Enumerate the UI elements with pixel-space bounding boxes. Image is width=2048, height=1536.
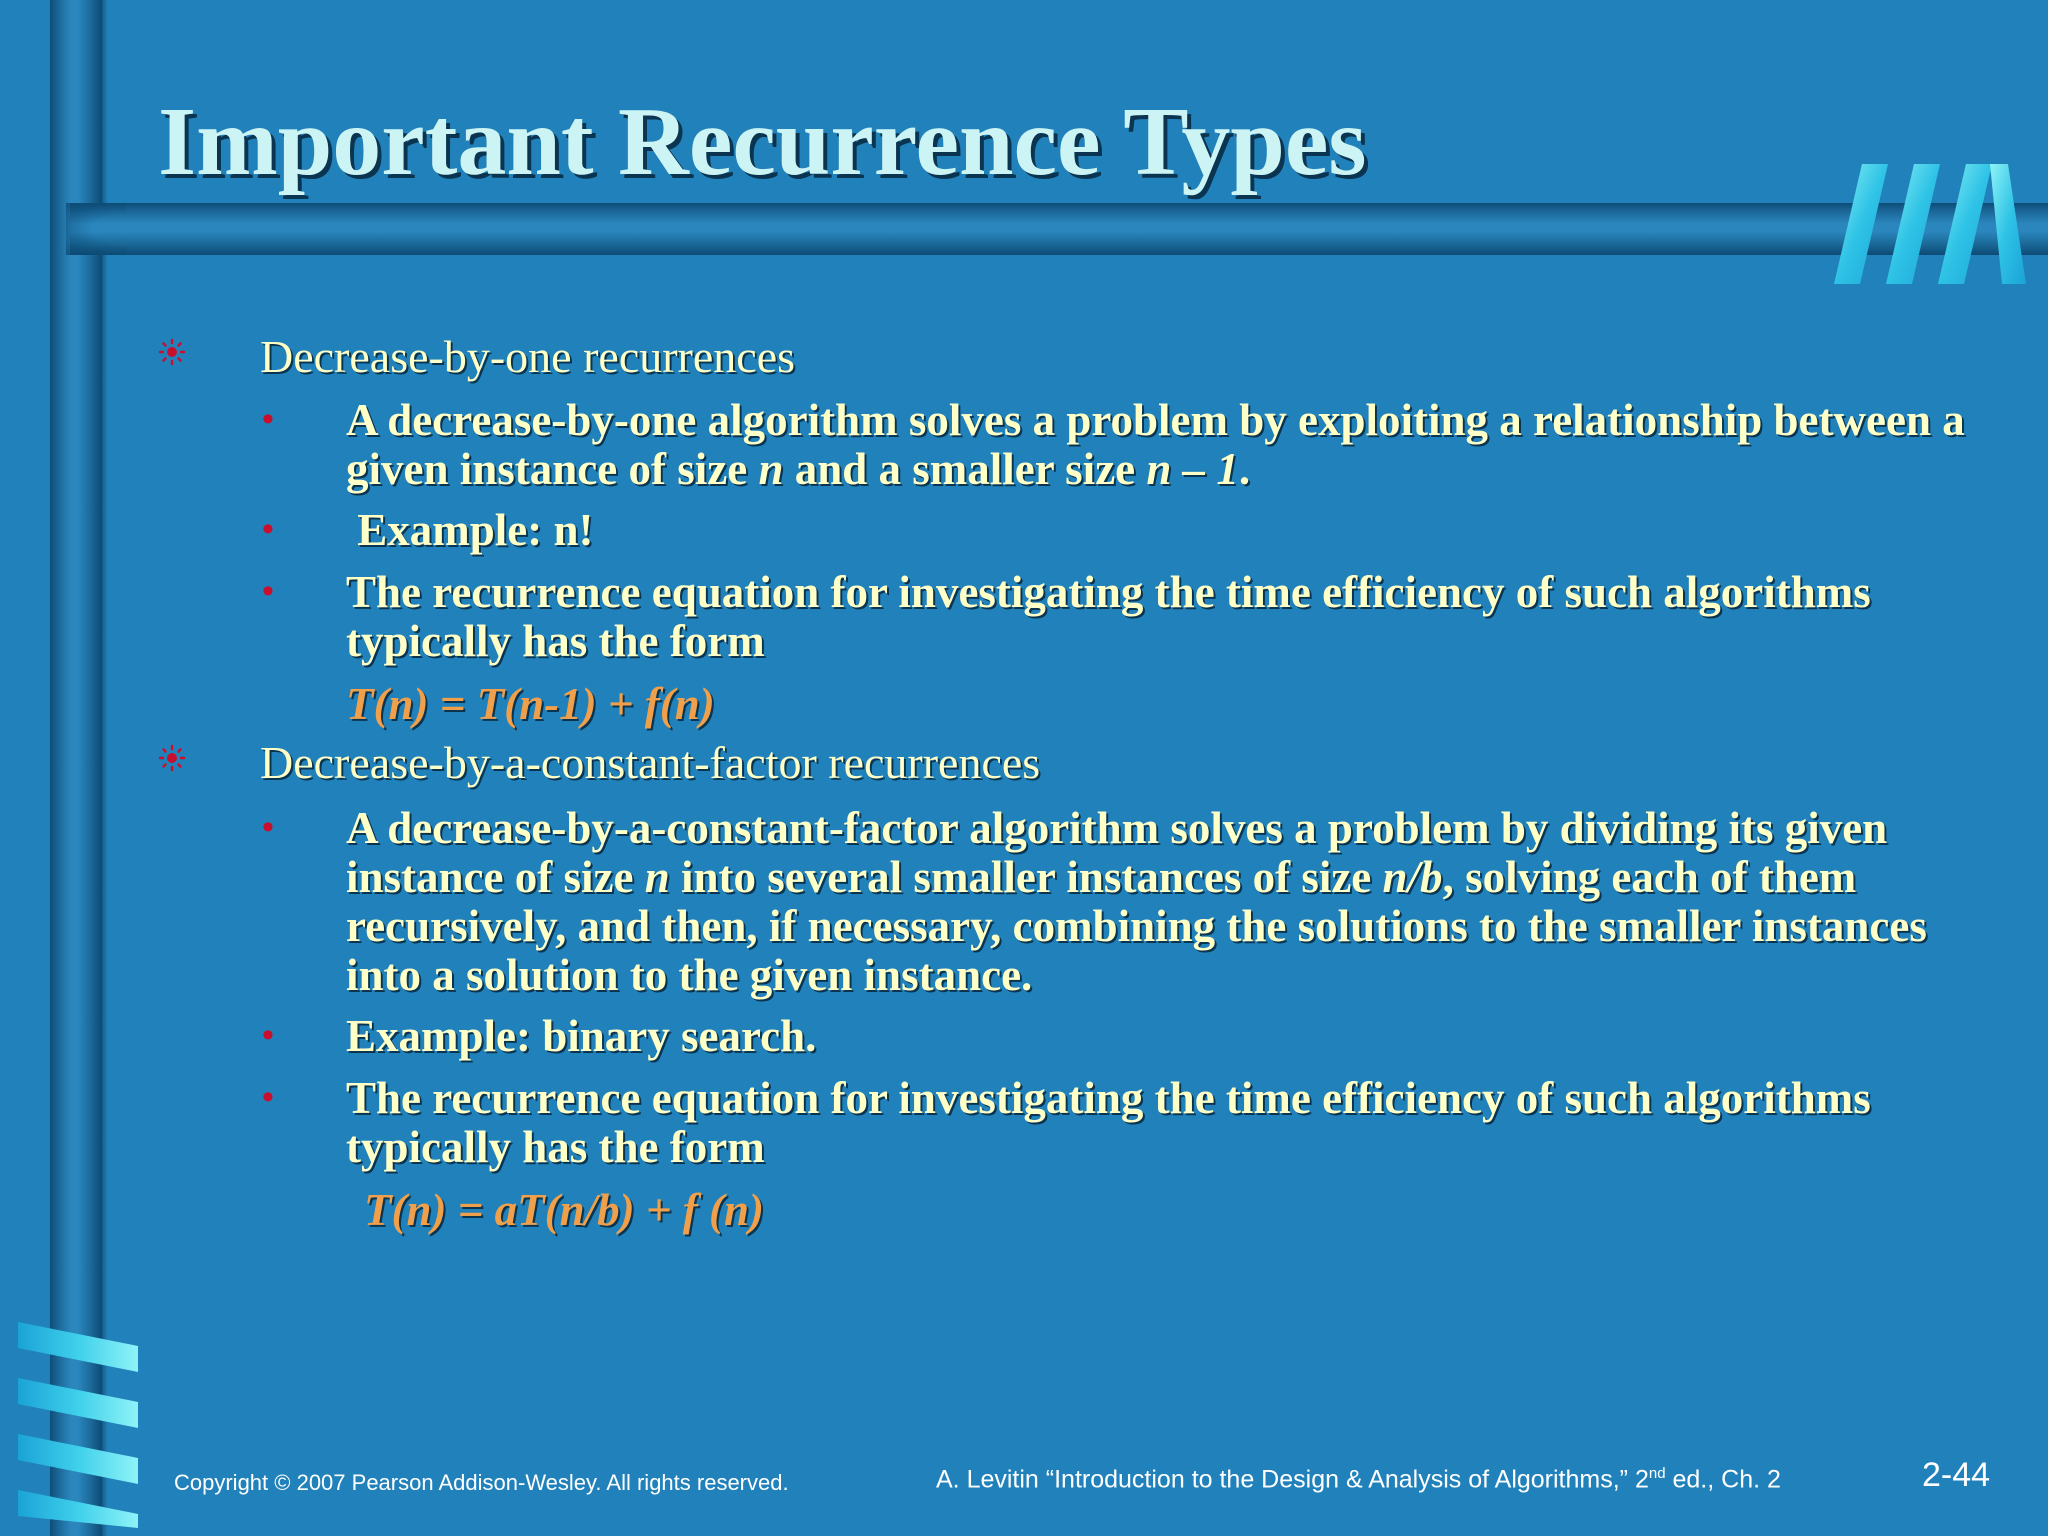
bullet-text: The recurrence equation for investigating the time efficiency of such algorithms typically has the form bbox=[346, 567, 1871, 666]
slide-title: Important Recurrence Types bbox=[158, 88, 1367, 196]
bullet-text: A decrease-by-one algorithm solves a problem by exploiting a relationship between a given instance of size n and a smaller size n – 1. bbox=[346, 395, 1965, 494]
recurrence-equation: T(n) = T(n-1) + f(n) bbox=[346, 679, 715, 729]
dot-bullet-icon: • bbox=[262, 510, 274, 548]
decorative-stripes-icon bbox=[10, 1320, 140, 1530]
page-number: 2-44 bbox=[1922, 1456, 1991, 1494]
section-heading: Decrease-by-a-constant-factor recurrences bbox=[260, 737, 1041, 788]
frame-horizontal-bar bbox=[70, 203, 2048, 255]
frame-joint bbox=[66, 203, 126, 255]
logo-stripes-icon bbox=[1830, 160, 2030, 290]
dot-bullet-icon: • bbox=[262, 400, 274, 438]
dot-bullet-icon: • bbox=[262, 1078, 274, 1116]
sun-bullet-icon bbox=[158, 744, 186, 772]
dot-bullet-icon: • bbox=[262, 572, 274, 610]
section-heading: Decrease-by-one recurrences bbox=[260, 331, 796, 382]
sun-bullet-icon bbox=[158, 338, 186, 366]
bullet-text: Example: binary search. bbox=[346, 1011, 817, 1061]
footer-citation: A. Levitin “Introduction to the Design & Analysis of Algorithms,” 2nd ed., Ch. 2 bbox=[936, 1465, 1781, 1494]
bullet-text: The recurrence equation for investigating the time efficiency of such algorithms typically has the form bbox=[346, 1073, 1871, 1172]
bullet-text: Example: n! bbox=[346, 505, 594, 555]
footer-copyright: Copyright © 2007 Pearson Addison-Wesley. All rights reserved. bbox=[174, 1470, 789, 1495]
bullet-text: A decrease-by-a-constant-factor algorithm solves a problem by dividing its given instance of size n into several smaller instances of size n/b, solving each of them recursively, and then, if necessary, combining the solutions to the smaller instances into a solution to the given instance. bbox=[346, 803, 1927, 1000]
recurrence-equation: T(n) = aT(n/b) + f (n) bbox=[364, 1185, 764, 1235]
dot-bullet-icon: • bbox=[262, 1016, 274, 1054]
dot-bullet-icon: • bbox=[262, 808, 274, 846]
